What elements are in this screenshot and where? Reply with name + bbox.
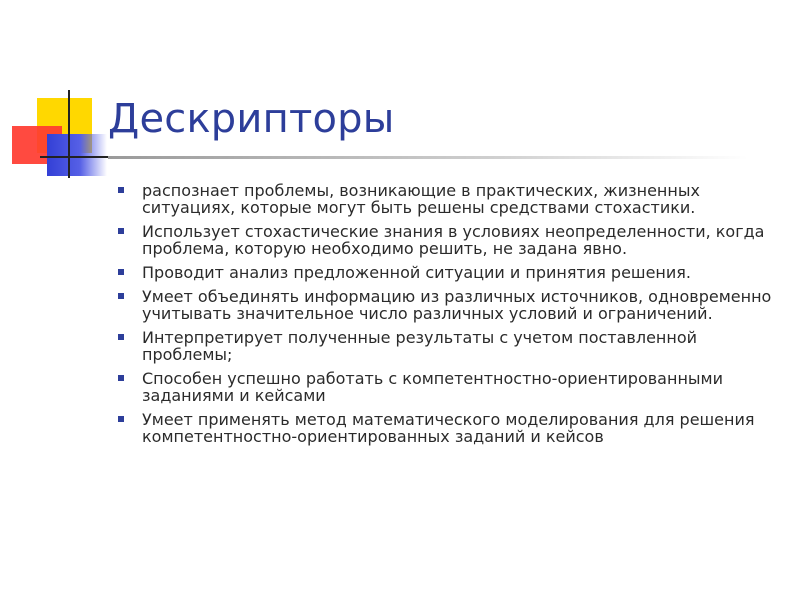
list-item xyxy=(118,182,778,216)
horizontal-line-decoration xyxy=(40,156,110,158)
bullet-list xyxy=(118,182,778,452)
list-item xyxy=(118,411,778,445)
list-item xyxy=(118,370,778,404)
square-bullet-icon xyxy=(118,334,124,340)
list-item xyxy=(118,288,778,322)
square-bullet-icon xyxy=(118,293,124,299)
bullet-text: Использует стохастические знания в условиях неопределенности, когда проблема, которую необходимо решить, не задана явно. xyxy=(142,222,765,258)
square-bullet-icon xyxy=(118,187,124,193)
bullet-text: Умеет применять метод математического моделирования для решения компетентностно-ориентированных заданий и кейсов xyxy=(142,410,755,446)
square-bullet-icon xyxy=(118,416,124,422)
slide-title: Дескрипторы xyxy=(108,96,395,142)
square-bullet-icon xyxy=(118,269,124,275)
bullet-text: распознает проблемы, возникающие в практических, жизненных ситуациях, которые могут быть решены средствами стохастики. xyxy=(142,181,700,217)
bullet-text: Проводит анализ предложенной ситуации и принятия решения. xyxy=(142,263,691,282)
vertical-line-decoration xyxy=(68,90,70,178)
title-underline xyxy=(108,156,748,159)
list-item xyxy=(118,223,778,257)
bullet-text: Интерпретирует полученные результаты с учетом поставленной проблемы; xyxy=(142,328,698,364)
blue-square-decoration xyxy=(47,134,107,176)
bullet-text: Способен успешно работать с компетентностно-ориентированными заданиями и кейсами xyxy=(142,369,724,405)
square-bullet-icon xyxy=(118,375,124,381)
list-item xyxy=(118,329,778,363)
bullet-text: Умеет объединять информацию из различных источников, одновременно учитывать значительное число различных условий и ограничений. xyxy=(142,287,772,323)
square-bullet-icon xyxy=(118,228,124,234)
list-item xyxy=(118,264,778,281)
